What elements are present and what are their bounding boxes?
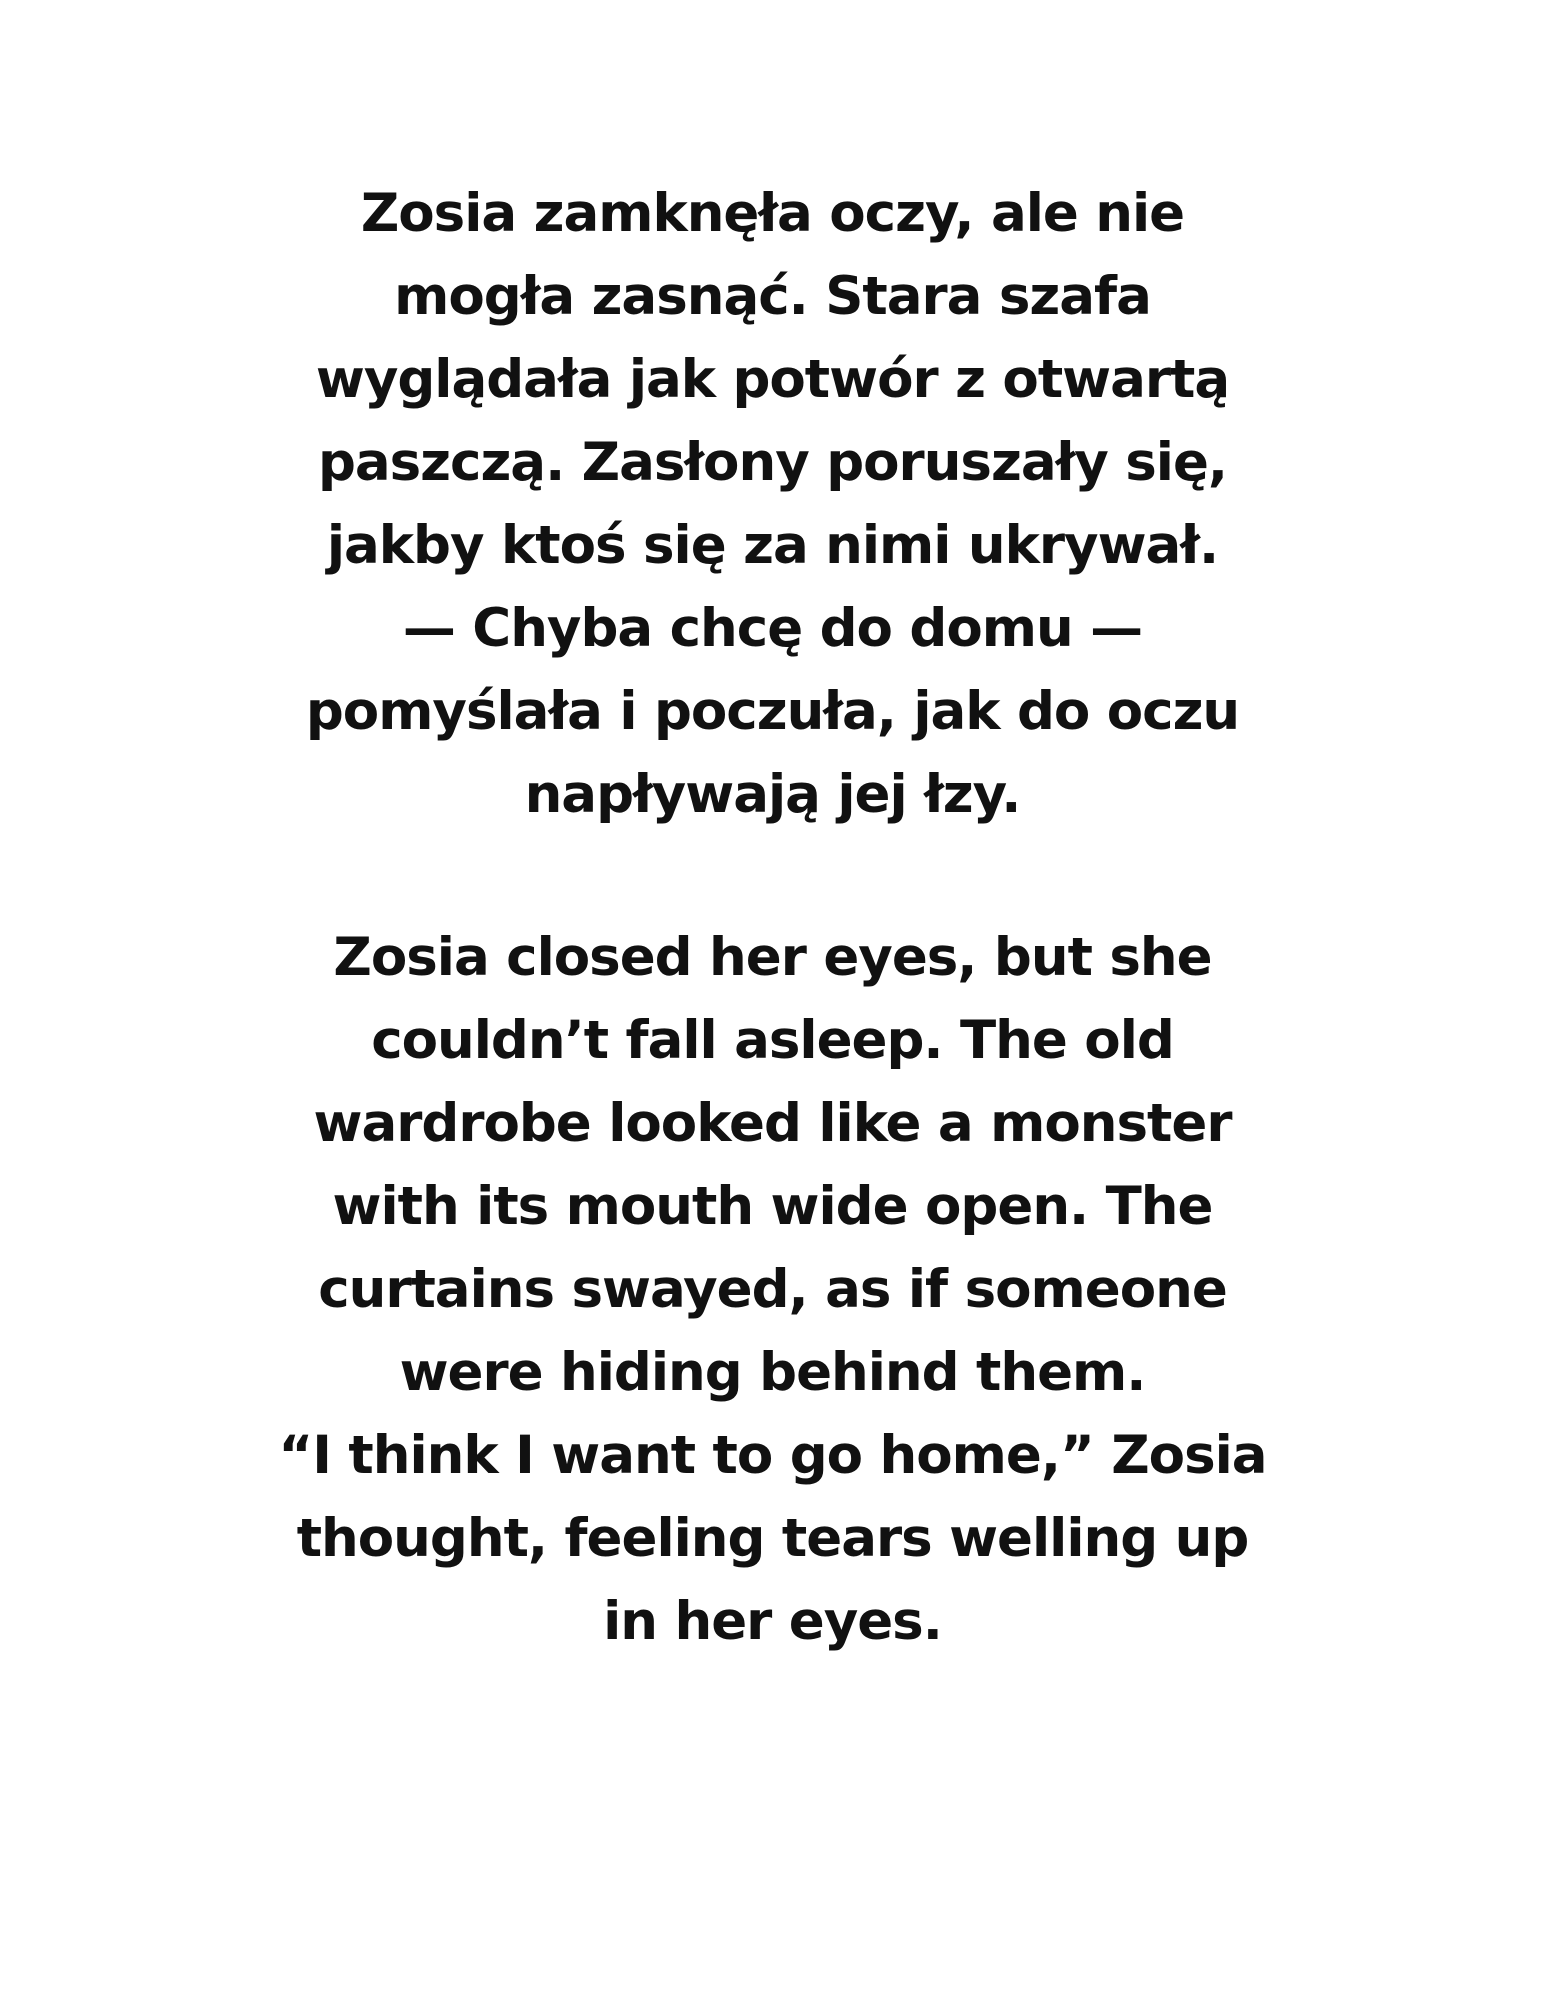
polish-line: napływają jej łzy.	[524, 764, 1021, 825]
english-line: Zosia closed her eyes, but she	[333, 927, 1212, 988]
polish-line: paszczą. Zasłony poruszały się,	[317, 432, 1228, 493]
polish-line: wyglądała jak potwór z otwartą	[315, 349, 1230, 410]
english-paragraph	[0, 916, 1545, 1663]
english-line: couldn’t fall asleep. The old	[371, 1010, 1174, 1071]
polish-line: Zosia zamknęła oczy, ale nie	[360, 183, 1185, 244]
polish-line: pomyślała i poczuła, jak do oczu	[305, 681, 1240, 742]
english-line: “I think I want to go home,” Zosia	[278, 1425, 1267, 1486]
english-line: curtains swayed, as if someone	[318, 1259, 1227, 1320]
english-line: thought, feeling tears welling up	[296, 1508, 1249, 1569]
english-line: wardrobe looked like a monster	[313, 1093, 1232, 1154]
english-line: were hiding behind them.	[399, 1342, 1146, 1403]
polish-line: — Chyba chcę do domu —	[402, 598, 1143, 659]
english-line: with its mouth wide open. The	[332, 1176, 1213, 1237]
english-line: in her eyes.	[603, 1591, 942, 1652]
polish-line: mogła zasnąć. Stara szafa	[394, 266, 1151, 327]
polish-paragraph	[0, 172, 1545, 836]
polish-line: jakby ktoś się za nimi ukrywał.	[326, 515, 1219, 576]
